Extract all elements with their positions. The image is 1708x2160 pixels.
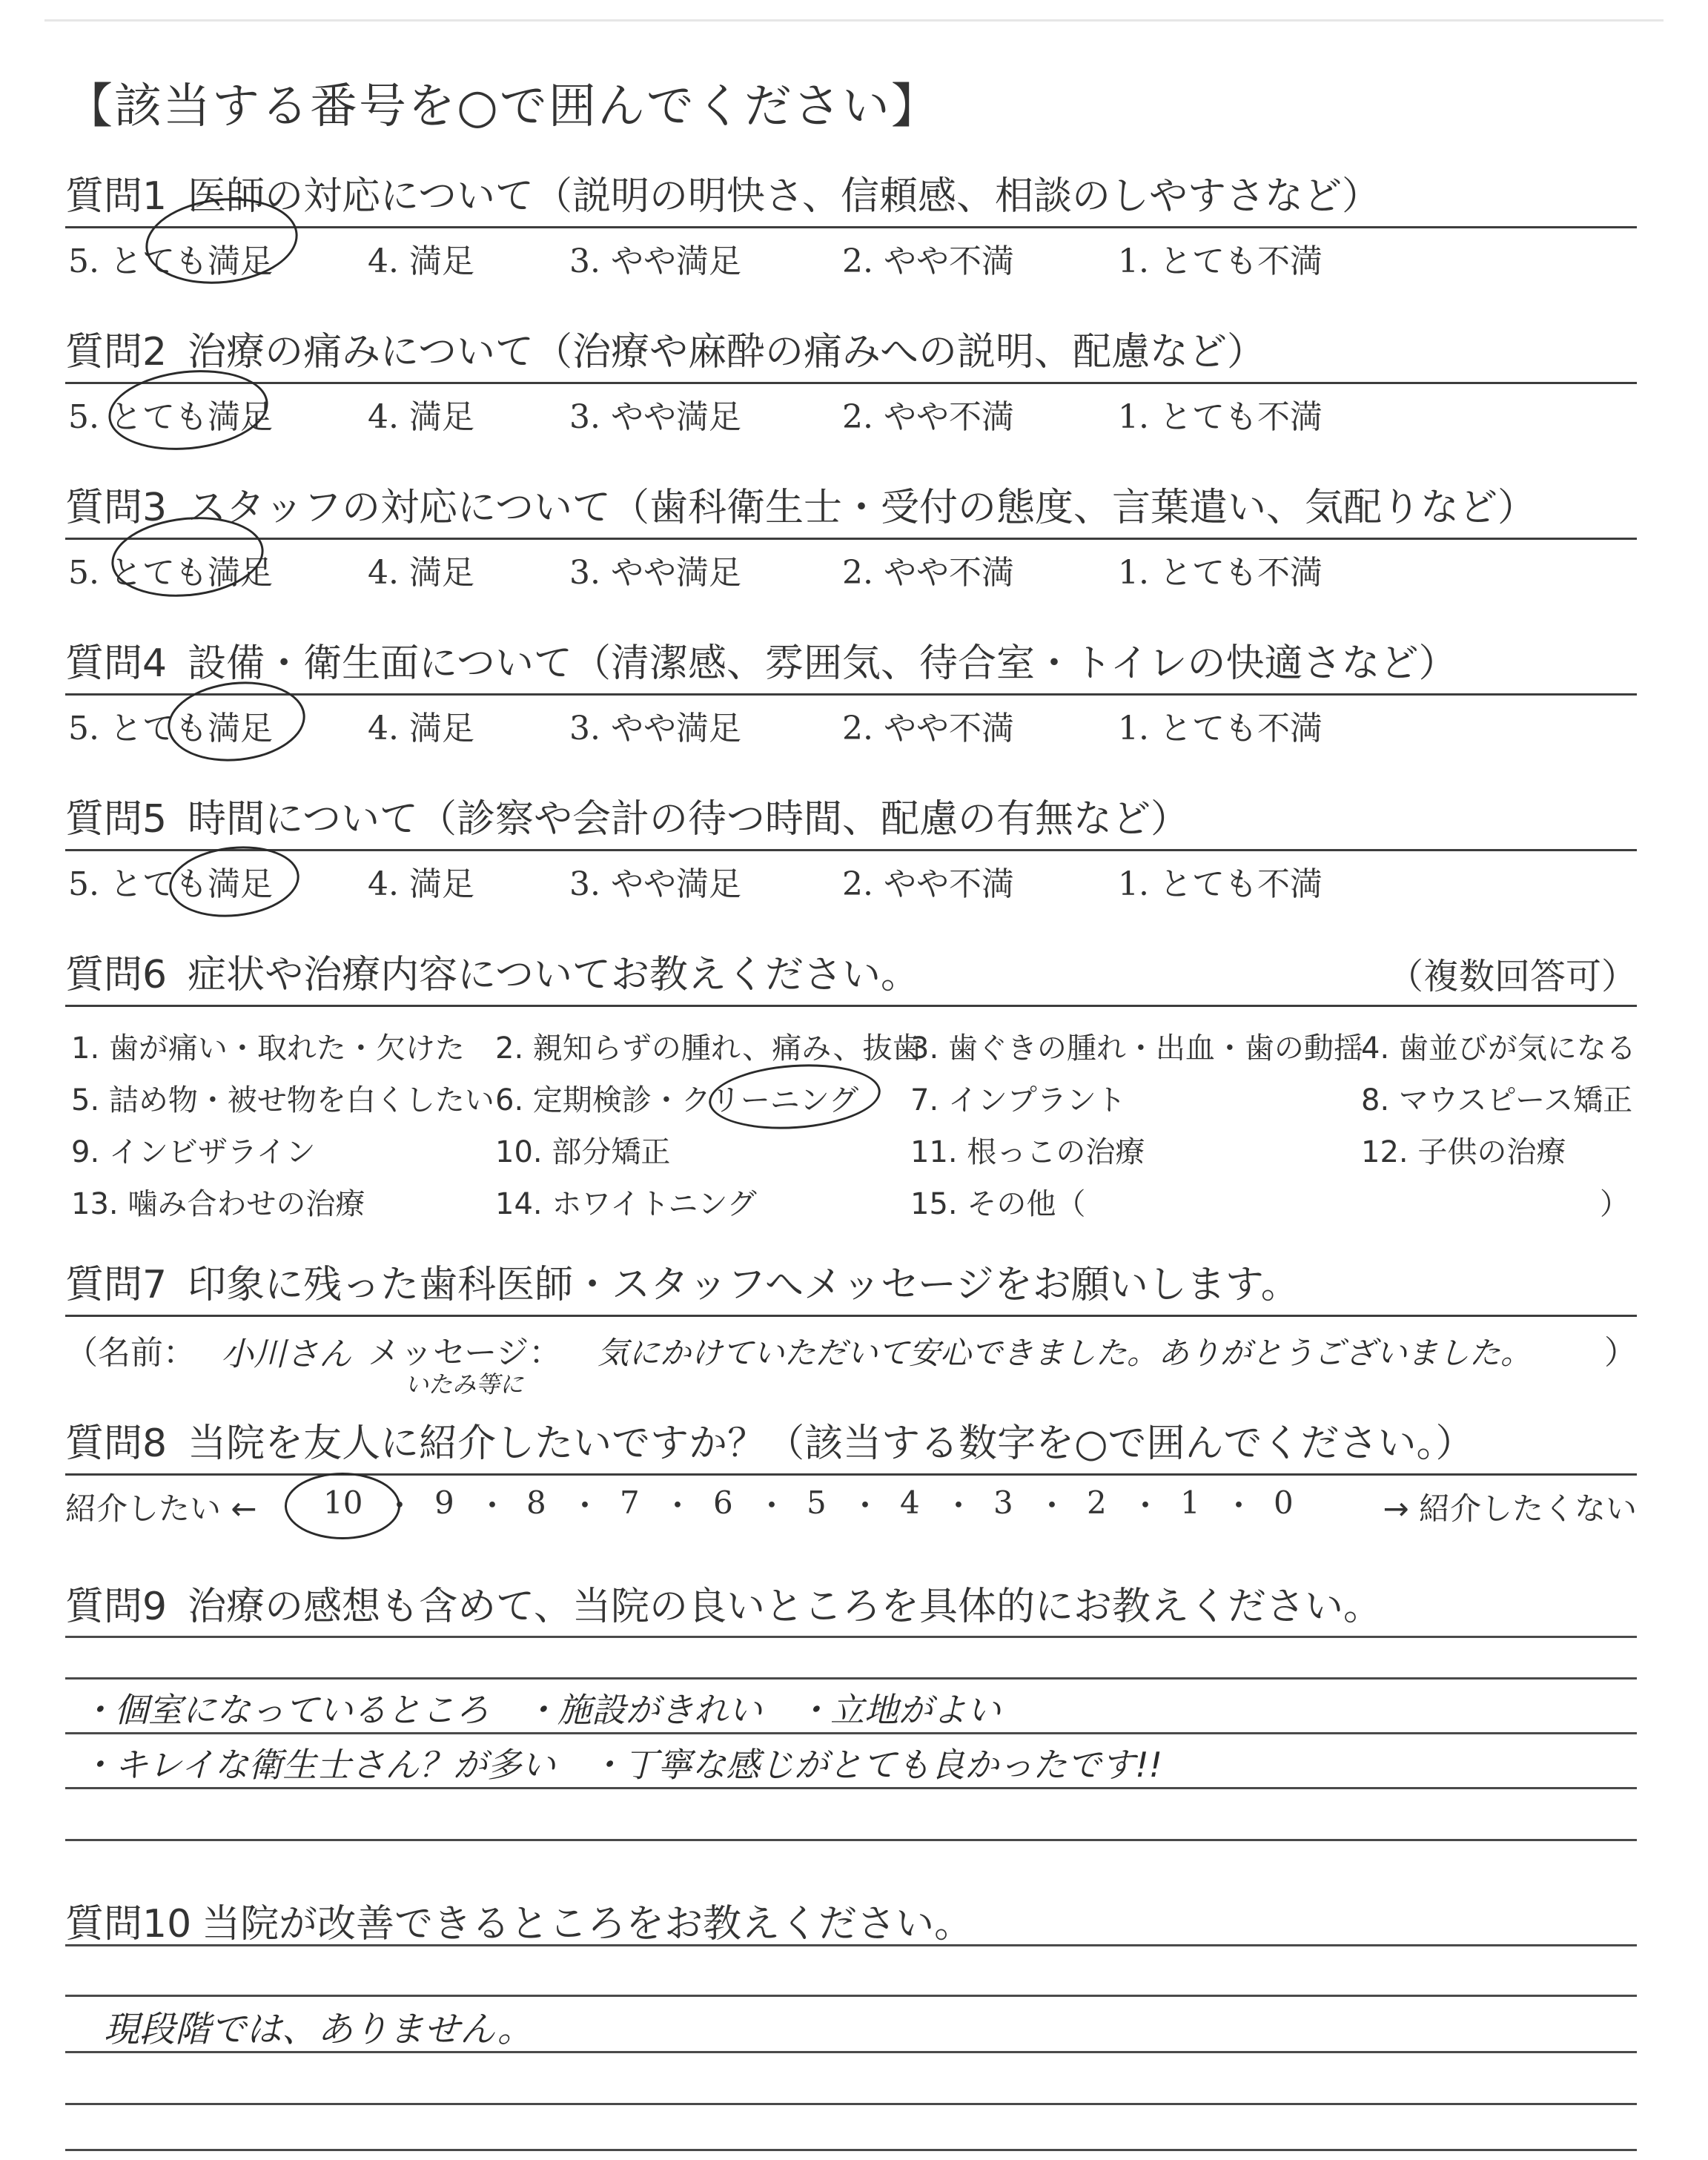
scale-10[interactable]: 10	[323, 1484, 363, 1521]
option-3[interactable]: 3. 歯ぐきの腫れ・出血・歯の動揺	[910, 1031, 1363, 1066]
scale-dot: ・	[384, 1487, 416, 1524]
question-text: 治療の痛みについて（治療や麻酔の痛みへの説明、配慮など）	[188, 330, 1266, 374]
option-5[interactable]: 5. とても満足	[68, 865, 273, 903]
selection-circle	[166, 840, 303, 923]
option-5[interactable]: 5. とても満足	[68, 710, 273, 747]
question-number: 質問2	[65, 330, 168, 374]
answer-line	[65, 1636, 1637, 1638]
question-text: 医師の対応について（説明の明快さ、信頼感、相談のしやすさなど）	[188, 174, 1380, 219]
option-5[interactable]: 5. 詰め物・被せ物を白くしたい	[71, 1083, 494, 1117]
name-label: （名前：	[65, 1334, 196, 1372]
improvement-answer[interactable]: 現段階では、ありません。	[104, 2009, 533, 2050]
option-4[interactable]: 4. 満足	[368, 398, 474, 436]
answer-line	[65, 1995, 1637, 1997]
question-6	[65, 943, 1637, 1222]
question-7	[65, 1253, 1637, 1398]
scale-dot: ・	[756, 1487, 788, 1524]
answer-line	[65, 1944, 1637, 1946]
name-value[interactable]: 小川さん	[221, 1335, 351, 1373]
answer-line	[65, 1732, 1637, 1734]
scale-6[interactable]: 6	[713, 1484, 733, 1521]
option-2[interactable]: 2. やや不満	[842, 865, 1014, 903]
rating-options	[65, 851, 1637, 903]
option-14[interactable]: 14. ホワイトニング	[495, 1187, 757, 1221]
option-4[interactable]: 4. 満足	[368, 242, 474, 280]
question-text: 当院を友人に紹介したいですか？（該当する数字を○で囲んでください。）	[188, 1421, 1474, 1466]
question-10	[65, 1892, 1637, 1948]
scale-1[interactable]: 1	[1180, 1484, 1200, 1521]
option-3[interactable]: 3. やや満足	[569, 242, 741, 280]
question-text: 印象に残った歯科医師・スタッフへメッセージをお願いします。	[188, 1263, 1300, 1307]
option-3[interactable]: 3. やや満足	[569, 710, 741, 747]
scale-4[interactable]: 4	[900, 1484, 920, 1521]
rating-options	[65, 540, 1637, 592]
option-15[interactable]: 15. その他（	[910, 1187, 1086, 1221]
rating-options	[65, 228, 1637, 280]
question-9	[65, 1575, 1637, 1631]
rating-options	[65, 696, 1637, 747]
selection-circle	[105, 363, 272, 458]
scale-dot: ・	[662, 1487, 694, 1524]
answer-line	[65, 1839, 1637, 1841]
question-5	[65, 787, 1637, 903]
scale-8[interactable]: 8	[526, 1484, 546, 1521]
message-insert: いたみ等に	[405, 1370, 524, 1398]
option-1[interactable]: 1. とても不満	[1118, 398, 1323, 436]
option-10[interactable]: 10. 部分矯正	[495, 1135, 671, 1169]
selection-circle	[706, 1059, 882, 1135]
option-7[interactable]: 7. インプラント	[910, 1083, 1126, 1117]
close-paren: ）	[1604, 1334, 1637, 1372]
question-text: スタッフの対応について（歯科衛生士・受付の態度、言葉遣い、気配りなど）	[188, 486, 1537, 530]
scale-9[interactable]: 9	[434, 1484, 454, 1521]
selection-circle	[164, 676, 309, 768]
rating-options	[65, 384, 1637, 436]
answer-line	[65, 2103, 1637, 2105]
question-number: 質問3	[65, 486, 168, 530]
option-8[interactable]: 8. マウスピース矯正	[1361, 1083, 1633, 1117]
question-text: 治療の感想も含めて、当院の良いところを具体的にお教えください。	[188, 1585, 1383, 1629]
option-3[interactable]: 3. やや満足	[569, 554, 741, 592]
answer-line	[65, 1677, 1637, 1680]
option-2[interactable]: 2. 親知らずの腫れ、痛み、抜歯	[495, 1031, 922, 1066]
recommend-right-label: → 紹介したくない	[1383, 1490, 1637, 1527]
question-number: 質問8	[65, 1421, 168, 1466]
good-points-line-1[interactable]: ・個室になっているところ ・施設がきれい ・立地がよい	[80, 1690, 1001, 1730]
question-4	[65, 632, 1637, 747]
option-6[interactable]: 6. 定期検診・クリーニング	[495, 1083, 859, 1117]
option-5[interactable]: 5. とても満足	[68, 242, 273, 280]
option-1[interactable]: 1. とても不満	[1118, 710, 1323, 747]
scale-dot: ・	[569, 1487, 601, 1524]
option-9[interactable]: 9. インビザライン	[71, 1135, 316, 1169]
scale-dot: ・	[943, 1487, 975, 1524]
option-4[interactable]: 4. 満足	[368, 865, 474, 903]
question-number: 質問4	[65, 641, 168, 686]
question-number: 質問6	[65, 953, 168, 997]
scale-dot: ・	[477, 1487, 509, 1524]
option-12[interactable]: 12. 子供の治療	[1361, 1135, 1566, 1169]
option-2[interactable]: 2. やや不満	[842, 398, 1014, 436]
option-1[interactable]: 1. とても不満	[1118, 554, 1323, 592]
message-area	[65, 1317, 1637, 1398]
scale-dot: ・	[1130, 1487, 1162, 1524]
scale-7[interactable]: 7	[620, 1484, 640, 1521]
question-text: 症状や治療内容についてお教えください。	[188, 953, 920, 997]
option-2[interactable]: 2. やや不満	[842, 554, 1014, 592]
question-2	[65, 320, 1637, 436]
recommend-left-label: 紹介したい ←	[65, 1490, 257, 1527]
option-11[interactable]: 11. 根っこの治療	[910, 1135, 1145, 1169]
question-8	[65, 1412, 1637, 1535]
option-1[interactable]: 1. とても不満	[1118, 242, 1323, 280]
option-4[interactable]: 4. 満足	[368, 710, 474, 747]
option-4[interactable]: 4. 歯並びが気になる	[1361, 1031, 1636, 1066]
answer-line	[65, 2149, 1637, 2151]
question-number: 質問10	[65, 1902, 192, 1946]
question-text: 設備・衛生面について（清潔感、雰囲気、待合室・トイレの快適さなど）	[188, 641, 1457, 686]
page-title: 【該当する番号を○で囲んでください】	[65, 79, 940, 134]
option-2[interactable]: 2. やや不満	[842, 242, 1014, 280]
scale-0[interactable]: 0	[1274, 1484, 1294, 1521]
question-number: 質問5	[65, 797, 168, 842]
question-number: 質問1	[65, 174, 168, 219]
option-1[interactable]: 1. 歯が痛い・取れた・欠けた	[71, 1031, 465, 1066]
option-5[interactable]: 5. とても満足	[68, 554, 273, 592]
message-value[interactable]: 気にかけていただいて安心できました。ありがとうございました。	[598, 1335, 1532, 1371]
question-text: 時間について（診察や会計の待つ時間、配慮の有無など）	[188, 797, 1190, 842]
question-number: 質問9	[65, 1585, 168, 1629]
option-3[interactable]: 3. やや満足	[569, 398, 741, 436]
scale-dot: ・	[1223, 1487, 1255, 1524]
option-13[interactable]: 13. 噛み合わせの治療	[71, 1187, 365, 1221]
question-3	[65, 476, 1637, 592]
option-15-close: ）	[1600, 1187, 1629, 1221]
option-1[interactable]: 1. とても不満	[1118, 865, 1323, 903]
scale-dot: ・	[850, 1487, 881, 1524]
scale-5[interactable]: 5	[807, 1484, 827, 1521]
scale-3[interactable]: 3	[993, 1484, 1013, 1521]
recommend-scale	[65, 1476, 1637, 1535]
good-points-line-2[interactable]: ・キレイな衛生士さん？が多い ・丁寧な感じがとても良かったです!!	[80, 1745, 1163, 1785]
question-text: 当院が改善できるところをお教えください。	[202, 1902, 973, 1946]
question-1	[65, 165, 1637, 280]
scale-dot: ・	[1036, 1487, 1068, 1524]
selection-circle	[285, 1473, 400, 1539]
multiple-answer-note: （複数回答可）	[1387, 956, 1637, 997]
treatment-options	[65, 1007, 1637, 1222]
option-5[interactable]: 5. とても満足	[68, 398, 273, 436]
question-number: 質問7	[65, 1263, 168, 1307]
option-4[interactable]: 4. 満足	[368, 554, 474, 592]
option-3[interactable]: 3. やや満足	[569, 865, 741, 903]
option-2[interactable]: 2. やや不満	[842, 710, 1014, 747]
scale-2[interactable]: 2	[1087, 1484, 1107, 1521]
answer-line	[65, 1787, 1637, 1789]
top-edge-rule	[44, 19, 1664, 22]
message-label: メッセージ：	[368, 1334, 562, 1372]
